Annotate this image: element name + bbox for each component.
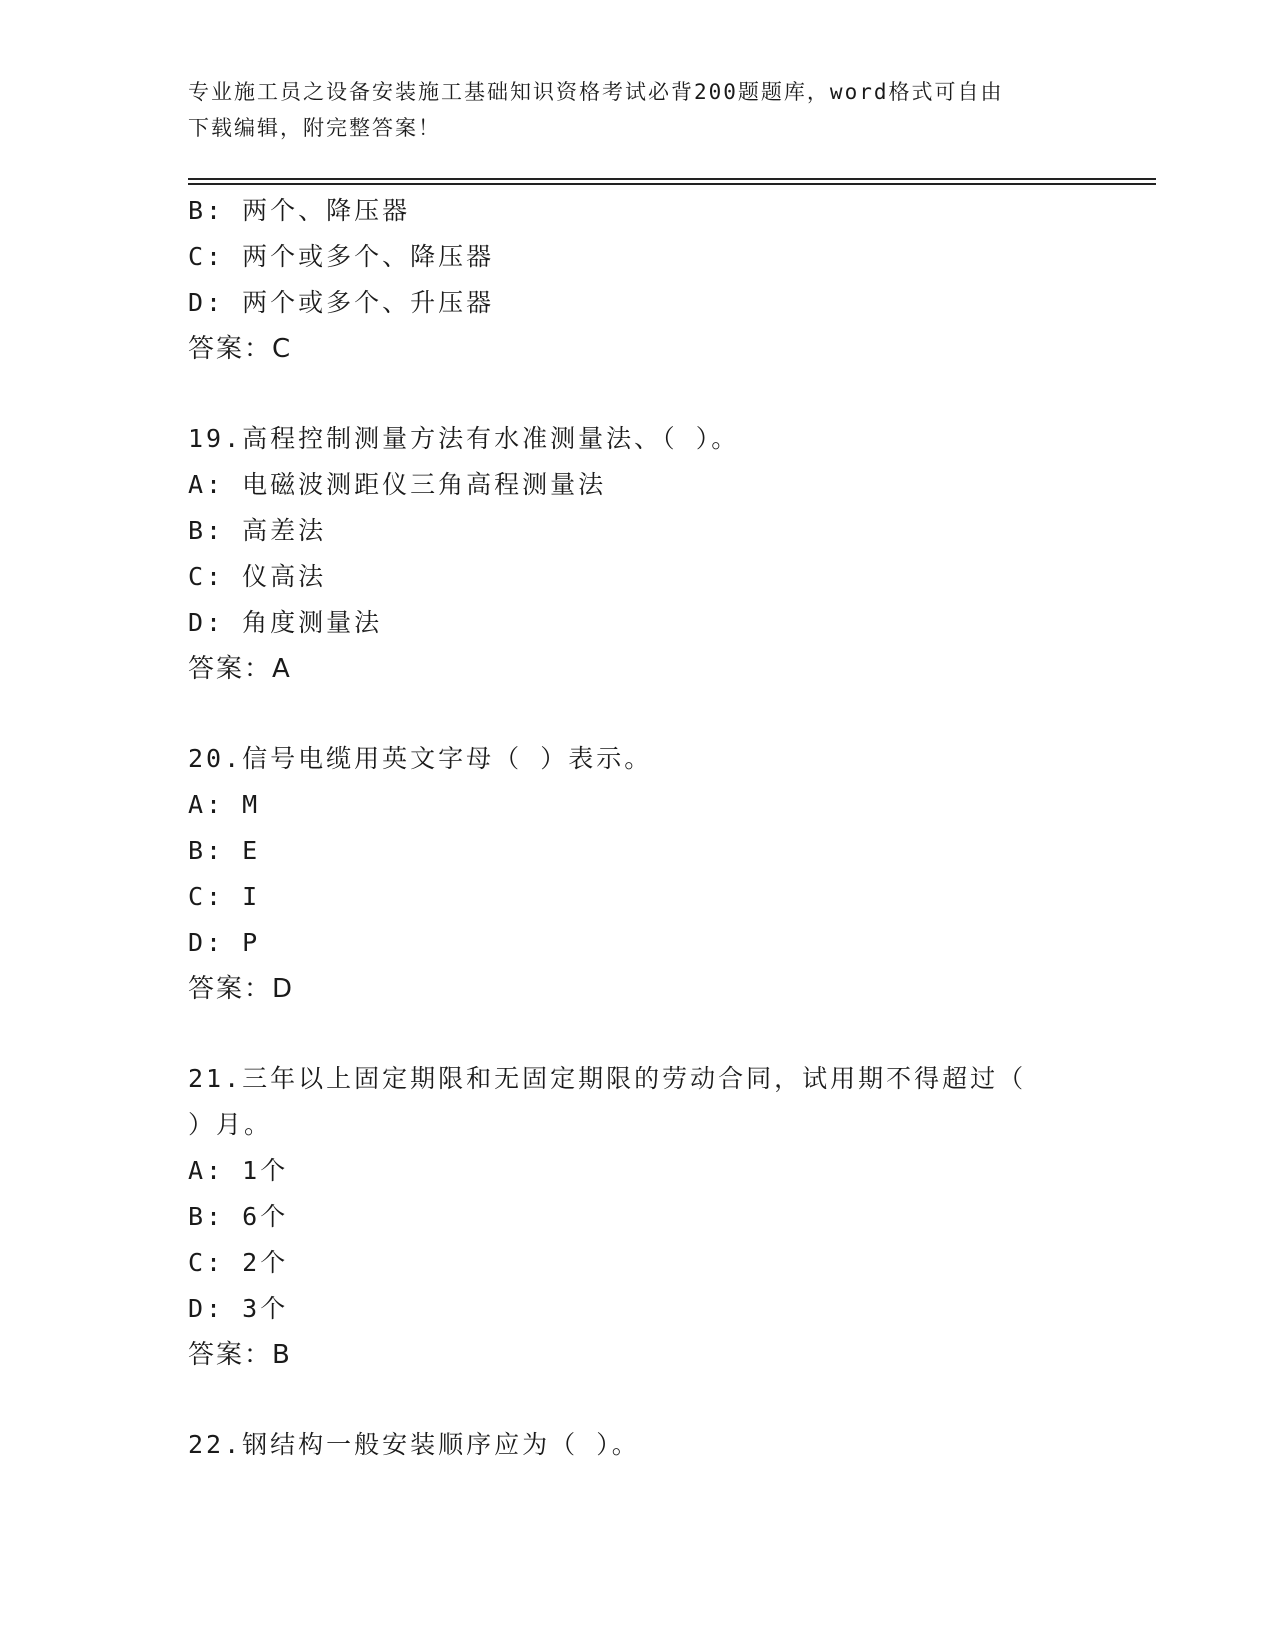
question-block-18-continued [188, 188, 1148, 372]
option-b: B: 6个 [188, 1202, 289, 1231]
option-c: C: 仪高法 [188, 562, 327, 591]
option-c: C: 两个或多个、降压器 [188, 242, 495, 271]
question-block-20 [188, 736, 1148, 1012]
option-c: C: 2个 [188, 1248, 289, 1277]
question-stem: 20.信号电缆用英文字母（ ）表示。 [188, 744, 653, 773]
question-block-21 [188, 1056, 1148, 1378]
answer-line: 答案：D [188, 974, 295, 1004]
option-b: B: 两个、降压器 [188, 196, 411, 225]
question-stem: 22.钢结构一般安装顺序应为（ ）。 [188, 1430, 640, 1459]
option-d: D: 角度测量法 [188, 608, 383, 637]
option-a: A: M [188, 790, 261, 819]
option-d: D: P [188, 928, 261, 957]
answer-line: 答案：C [188, 334, 293, 364]
question-stem: 19.高程控制测量方法有水准测量法、（ ）。 [188, 424, 740, 453]
option-a: A: 电磁波测距仪三角高程测量法 [188, 470, 607, 499]
option-c: C: I [188, 882, 261, 911]
question-stem: 21.三年以上固定期限和无固定期限的劳动合同，试用期不得超过（ ）月。 [188, 1064, 1027, 1139]
option-d: D: 两个或多个、升压器 [188, 288, 495, 317]
answer-line: 答案：B [188, 1340, 292, 1370]
option-b: B: E [188, 836, 261, 865]
question-list [188, 188, 1148, 1468]
header-divider-top [188, 178, 1156, 180]
option-a: A: 1个 [188, 1156, 289, 1185]
option-d: D: 3个 [188, 1294, 289, 1323]
header-divider-bottom [188, 183, 1156, 185]
question-block-22 [188, 1422, 1148, 1468]
question-block-19 [188, 416, 1148, 692]
option-b: B: 高差法 [188, 516, 327, 545]
document-title: 专业施工员之设备安装施工基础知识资格考试必背200题题库，word格式可自由 下载编辑，附完整答案！ [188, 80, 1004, 140]
answer-line: 答案：A [188, 654, 292, 684]
